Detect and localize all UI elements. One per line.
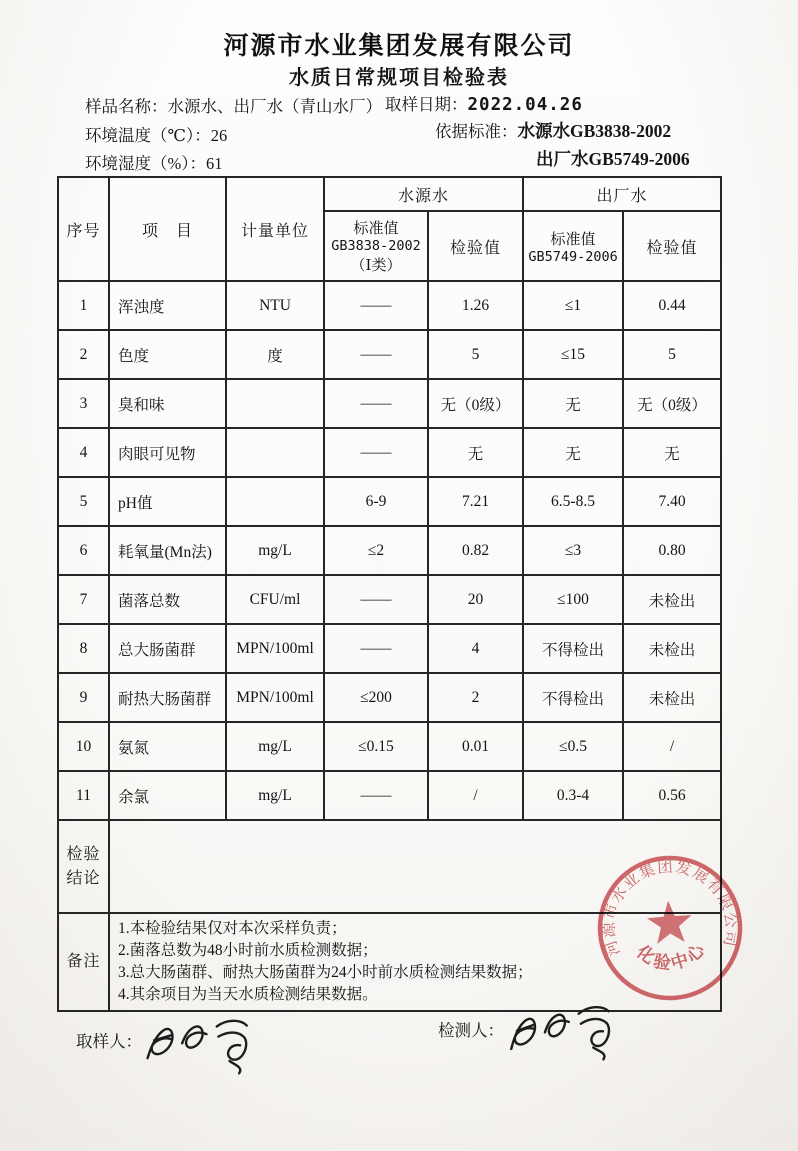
cell-unit — [226, 428, 324, 477]
cell-source-standard: —— — [324, 575, 428, 624]
cell-item: 菌落总数 — [109, 575, 226, 624]
cell-source-value: 0.01 — [428, 722, 523, 771]
env-temperature-label: 环境温度（℃）： — [85, 126, 211, 145]
cell-unit: 度 — [226, 330, 324, 379]
table-row — [58, 624, 721, 673]
cell-output-value: 7.40 — [623, 477, 721, 526]
cell-item: 总大肠菌群 — [109, 624, 226, 673]
cell-source-standard: —— — [324, 379, 428, 428]
standard-source-water: 水源水GB3838-2002 — [517, 121, 672, 141]
star-icon — [646, 899, 694, 945]
sampling-date-label: 取样日期： — [385, 95, 468, 114]
cell-no: 2 — [58, 330, 109, 379]
cell-no: 11 — [58, 771, 109, 820]
env-humidity-line — [85, 150, 223, 174]
cell-source-standard: —— — [324, 281, 428, 330]
company-seal-stamp — [579, 837, 760, 1018]
cell-no: 9 — [58, 673, 109, 722]
table-group-header-row — [58, 177, 721, 211]
cell-output-standard: 无 — [523, 428, 623, 477]
cell-no: 3 — [58, 379, 109, 428]
cell-item: 肉眼可见物 — [109, 428, 226, 477]
table-row — [58, 379, 721, 428]
tester-signature — [504, 999, 625, 1071]
col-header-source-value: 检验值 — [428, 211, 523, 281]
cell-no: 1 — [58, 281, 109, 330]
cell-item: pH值 — [109, 477, 226, 526]
cell-no: 7 — [58, 575, 109, 624]
group-header-output-water: 出厂水 — [523, 177, 721, 211]
cell-unit: CFU/ml — [226, 575, 324, 624]
standard-line — [435, 118, 671, 143]
cell-item: 色度 — [109, 330, 226, 379]
standard-label: 依据标准： — [435, 122, 518, 141]
cell-unit: mg/L — [226, 722, 324, 771]
table-row — [58, 673, 721, 722]
cell-output-value: / — [623, 722, 721, 771]
cell-source-value: / — [428, 771, 523, 820]
cell-output-standard: ≤0.5 — [523, 722, 623, 771]
env-humidity-value: 61 — [206, 154, 223, 173]
cell-output-standard: ≤15 — [523, 330, 623, 379]
cell-output-value: 未检出 — [623, 575, 721, 624]
cell-unit: mg/L — [226, 526, 324, 575]
cell-source-value: 0.82 — [428, 526, 523, 575]
cell-unit — [226, 379, 324, 428]
cell-output-standard: 不得检出 — [523, 624, 623, 673]
stamp-center-text: 化验中心 — [632, 938, 712, 975]
cell-output-standard: 0.3-4 — [523, 771, 623, 820]
cell-output-value: 无 — [623, 428, 721, 477]
sampler-label: 取样人： — [76, 1032, 142, 1051]
cell-source-standard: —— — [324, 428, 428, 477]
cell-output-value: 未检出 — [623, 624, 721, 673]
col-header-source-standard: 标准值 GB3838-2002 （Ⅰ类） — [324, 211, 428, 281]
cell-unit: mg/L — [226, 771, 324, 820]
note-line: 1.本检验结果仅对本次采样负责； — [118, 920, 347, 937]
table-row — [58, 428, 721, 477]
sample-name-label: 样品名称： — [85, 97, 168, 116]
cell-unit — [226, 477, 324, 526]
sampling-date-line — [385, 91, 583, 115]
cell-source-value: 2 — [428, 673, 523, 722]
cell-output-value: 5 — [623, 330, 721, 379]
cell-no: 8 — [58, 624, 109, 673]
cell-output-value: 0.80 — [623, 526, 721, 575]
tester-label: 检测人： — [438, 1021, 504, 1040]
document-title: 水质日常规项目检验表 — [289, 65, 509, 89]
cell-output-value: 未检出 — [623, 673, 721, 722]
cell-source-value: 1.26 — [428, 281, 523, 330]
cell-output-value: 无（0级） — [623, 379, 721, 428]
env-temperature-value: 26 — [210, 126, 228, 145]
cell-source-standard: —— — [324, 330, 428, 379]
cell-source-value: 无 — [428, 428, 523, 477]
cell-unit: NTU — [226, 281, 324, 330]
note-line: 2.菌落总数为48小时前水质检测数据； — [118, 942, 378, 959]
cell-item: 浑浊度 — [109, 281, 226, 330]
cell-output-value: 0.44 — [623, 281, 721, 330]
conclusion-label: 检验 结论 — [58, 820, 109, 913]
table-row — [58, 281, 721, 330]
cell-item: 氨氮 — [109, 722, 226, 771]
col-header-unit: 计量单位 — [226, 177, 324, 281]
table-row — [58, 722, 721, 771]
table-row — [58, 771, 721, 820]
cell-source-value: 20 — [428, 575, 523, 624]
env-humidity-label: 环境湿度（%）： — [85, 154, 206, 173]
cell-output-value: 0.56 — [623, 771, 721, 820]
cell-output-standard: ≤100 — [523, 575, 623, 624]
table-row — [58, 575, 721, 624]
cell-source-standard: —— — [324, 624, 428, 673]
cell-source-standard: 6-9 — [324, 477, 428, 526]
cell-output-standard: 不得检出 — [523, 673, 623, 722]
env-temperature-line — [85, 122, 227, 146]
cell-output-standard: 6.5-8.5 — [523, 477, 623, 526]
table-row — [58, 330, 721, 379]
cell-unit: MPN/100ml — [226, 624, 324, 673]
cell-source-standard: ≤0.15 — [324, 722, 428, 771]
sampler-signature — [141, 1010, 263, 1084]
table-row — [58, 477, 721, 526]
col-header-output-standard: 标准值 GB5749-2006 — [523, 211, 623, 281]
col-header-output-value: 检验值 — [623, 211, 721, 281]
cell-no: 6 — [58, 526, 109, 575]
group-header-source-water: 水源水 — [324, 177, 523, 211]
cell-item: 耗氧量(Mn法) — [109, 526, 226, 575]
sampling-date-value: 2022.04.26 — [467, 95, 583, 115]
table-row — [58, 526, 721, 575]
cell-no: 4 — [58, 428, 109, 477]
stamp-ring-text: 河源市水业集团发展有限公司 — [599, 857, 741, 959]
cell-source-standard: —— — [324, 771, 428, 820]
cell-source-value: 4 — [428, 624, 523, 673]
cell-source-value: 5 — [428, 330, 523, 379]
cell-item: 耐热大肠菌群 — [109, 673, 226, 722]
cell-output-standard: ≤1 — [523, 281, 623, 330]
cell-source-value: 7.21 — [428, 477, 523, 526]
cell-item: 余氯 — [109, 771, 226, 820]
cell-output-standard: ≤3 — [523, 526, 623, 575]
col-header-item: 项 目 — [109, 177, 226, 281]
cell-source-value: 无（0级） — [428, 379, 523, 428]
svg-text:化验中心 — [631, 936, 713, 977]
cell-source-standard: ≤2 — [324, 526, 428, 575]
sample-name-value: 水源水、出厂水（青山水厂） — [167, 97, 382, 116]
note-line: 3.总大肠菌群、耐热大肠菌群为24小时前水质检测结果数据； — [118, 964, 533, 981]
note-line: 4.其余项目为当天水质检测结果数据。 — [118, 986, 378, 1003]
cell-no: 5 — [58, 477, 109, 526]
cell-source-standard: ≤200 — [324, 673, 428, 722]
cell-output-standard: 无 — [523, 379, 623, 428]
company-title: 河源市水业集团发展有限公司 — [223, 31, 575, 60]
cell-item: 臭和味 — [109, 379, 226, 428]
col-header-no: 序号 — [58, 177, 109, 281]
sample-name-line — [85, 93, 382, 117]
cell-no: 10 — [58, 722, 109, 771]
standard-output-water: 出厂水GB5749-2006 — [536, 149, 690, 169]
notes-label: 备注 — [58, 913, 109, 1011]
cell-unit: MPN/100ml — [226, 673, 324, 722]
